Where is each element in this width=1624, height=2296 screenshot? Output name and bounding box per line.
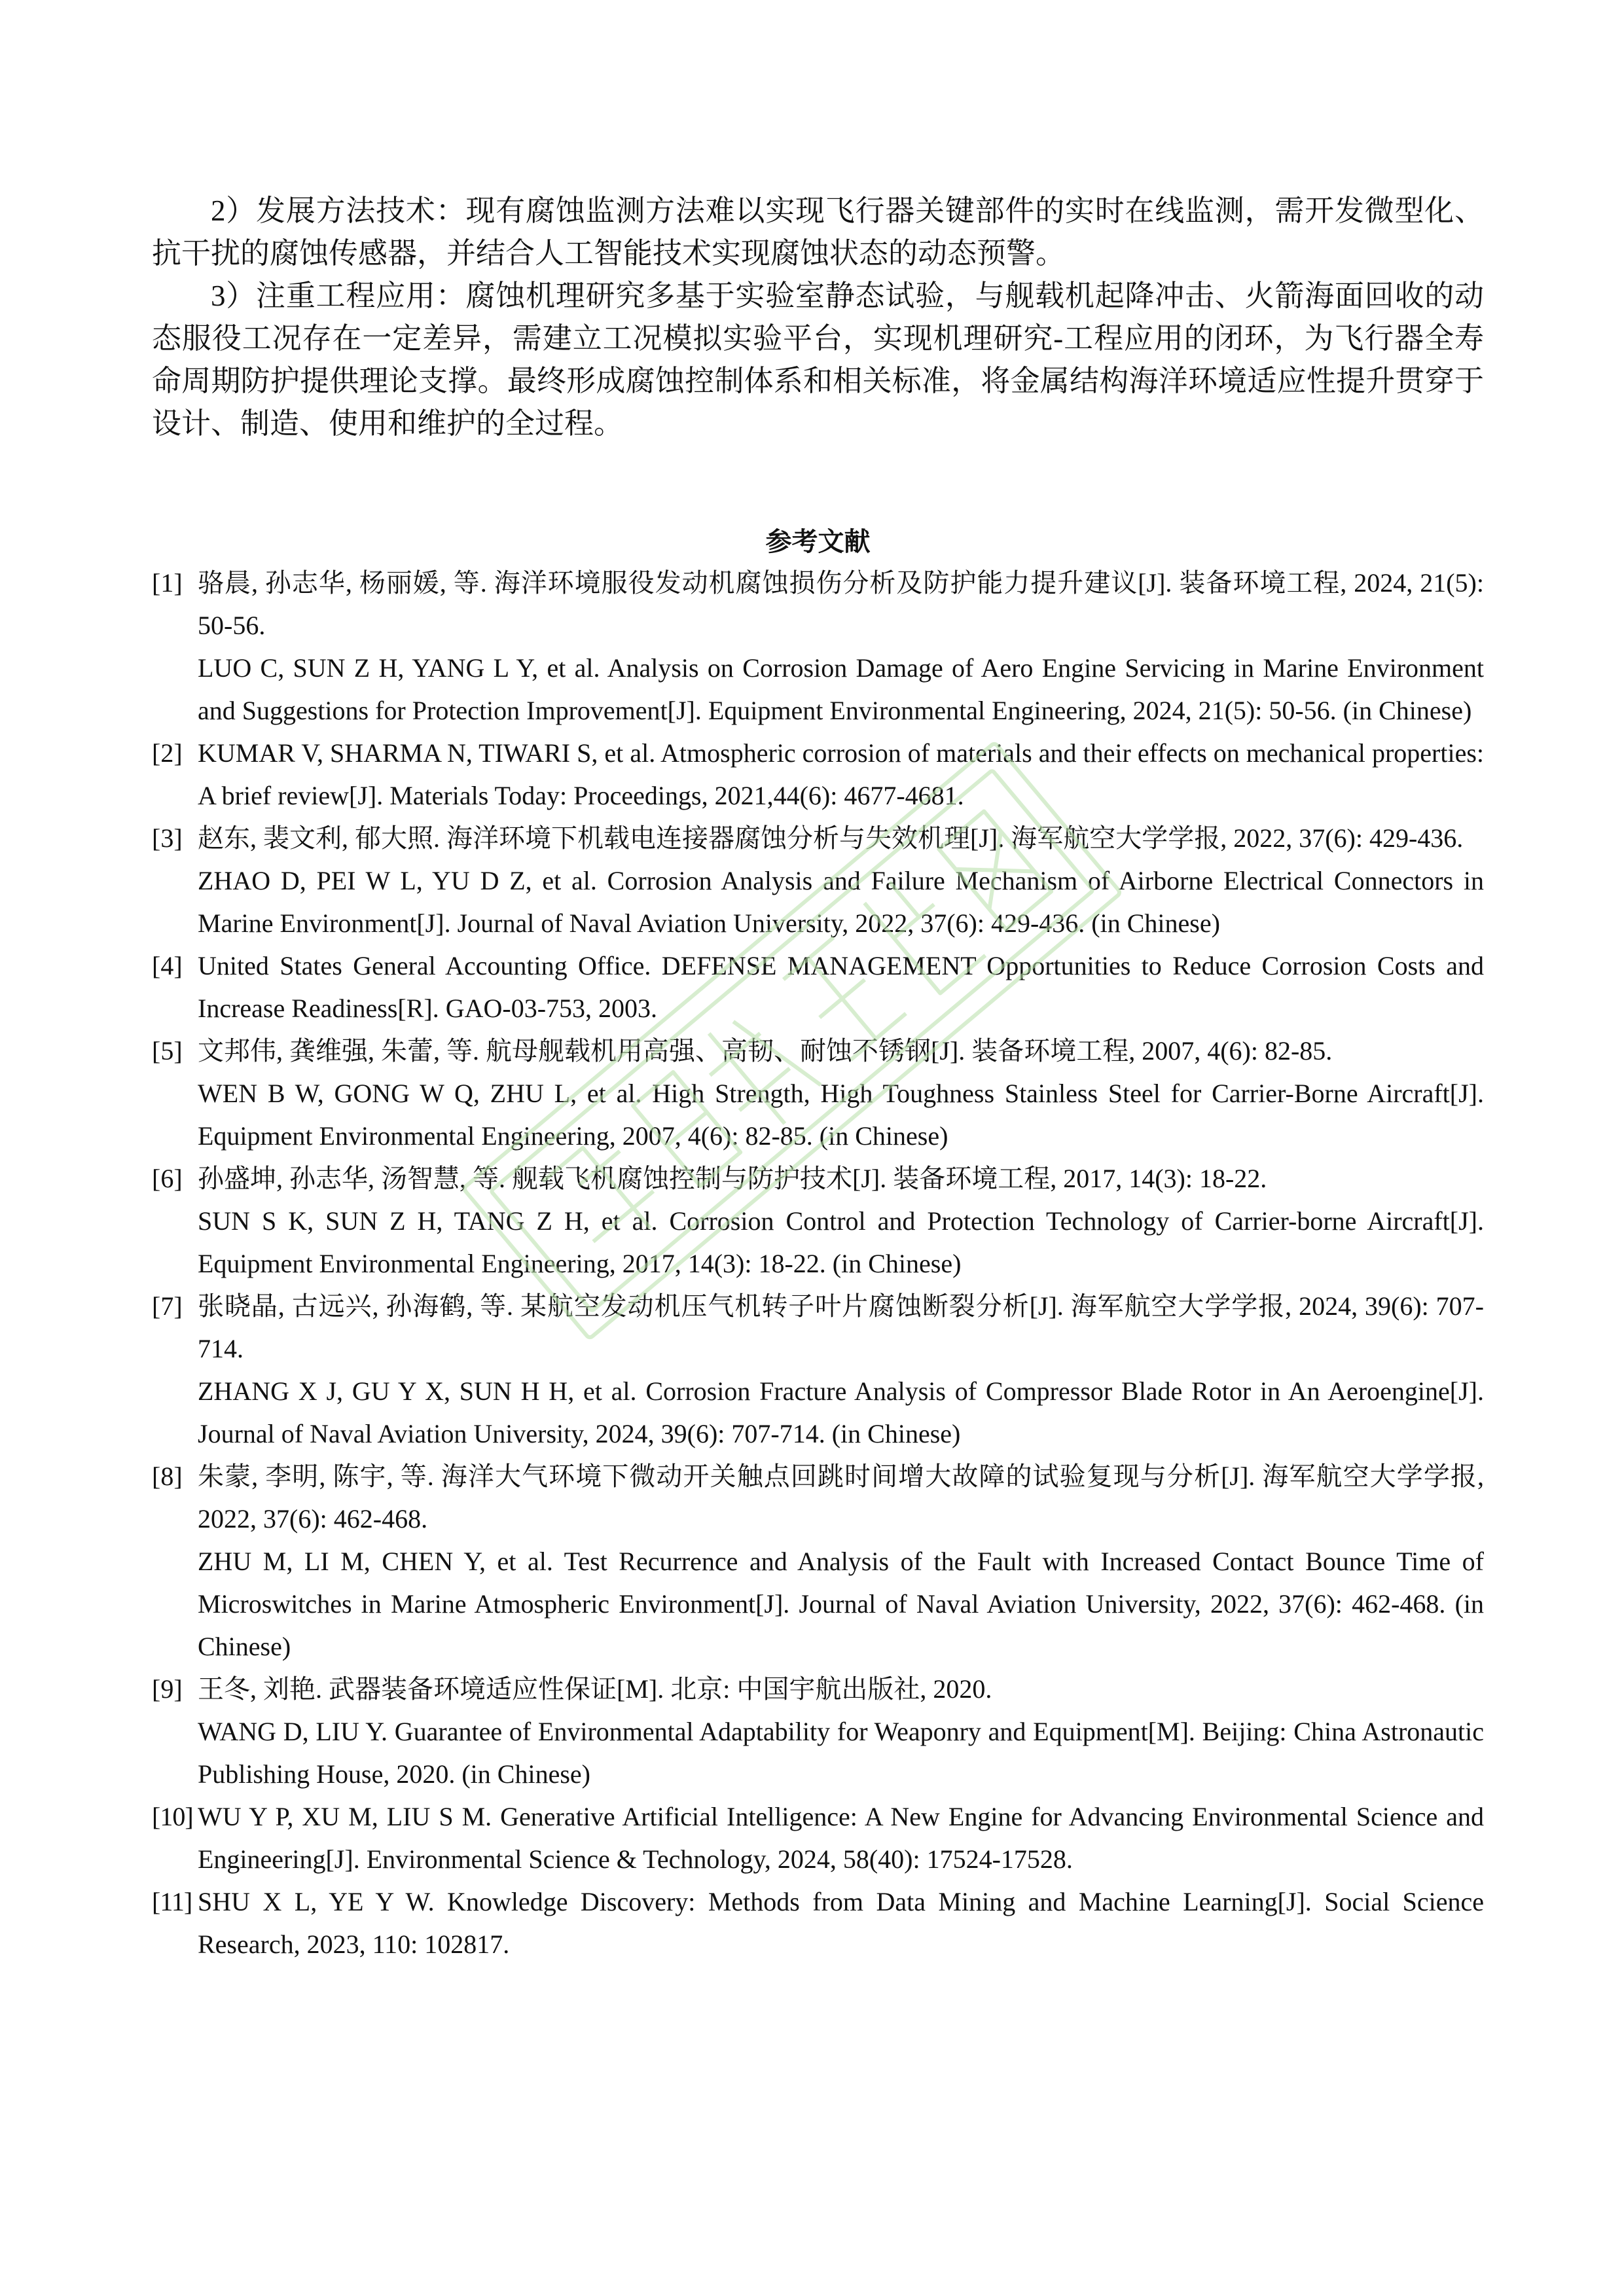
- reference-item-3: [152, 817, 1484, 944]
- reference-text-en: SUN S K, SUN Z H, TANG Z H, et al. Corrosion Control and Protection Technology of Carrier-borne Aircraft[J]. Equipment Environmental Engineering, 2017, 14(3): 18-22. (in Chinese): [198, 1206, 1484, 1278]
- reference-text-en: LUO C, SUN Z H, YANG L Y, et al. Analysis on Corrosion Damage of Aero Engine Servicing in Marine Environment and Suggestions for Protection Improvement[J]. Equipment Environmental Engineering, 2024, 21(5): 50-56. (in Chinese): [198, 653, 1484, 725]
- reference-number: [2]: [152, 738, 183, 768]
- reference-text-zh: 王冬, 刘艳. 武器装备环境适应性保证[M]. 北京: 中国宇航出版社, 2020.: [198, 1674, 992, 1704]
- reference-text-zh: 赵东, 裴文利, 郁大照. 海洋环境下机载电连接器腐蚀分析与失效机理[J]. 海军航空大学学报, 2022, 37(6): 429-436.: [198, 823, 1464, 853]
- reference-item-6: [152, 1157, 1484, 1285]
- reference-item-2: [152, 732, 1484, 817]
- reference-text-en: WANG D, LIU Y. Guarantee of Environmental Adaptability for Weaponry and Equipment[M]. Beijing: China Astronautic Publishing House, 2020. (in Chinese): [198, 1717, 1484, 1789]
- reference-item-5: [152, 1030, 1484, 1157]
- reference-number: [6]: [152, 1164, 183, 1193]
- reference-item-10: [152, 1795, 1484, 1880]
- reference-text-en: ZHU M, LI M, CHEN Y, et al. Test Recurrence and Analysis of the Fault with Increased Contact Bounce Time of Microswitches in Marine Atmospheric Environment[J]. Journal of Naval Aviation University, 2022, 37(6): 462-468. (in Chinese): [198, 1547, 1484, 1661]
- reference-item-8: [152, 1455, 1484, 1668]
- reference-text-en: ZHAO D, PEI W L, YU D Z, et al. Corrosion Analysis and Failure Mechanism of Airborne Electrical Connectors in Marine Environment[J]. Journal of Naval Aviation University, 2022, 37(6): 429-436. (in Chinese): [198, 866, 1484, 938]
- body-paragraph-2: 2）发展方法技术：现有腐蚀监测方法难以实现飞行器关键部件的实时在线监测，需开发微型化、抗干扰的腐蚀传感器，并结合人工智能技术实现腐蚀状态的动态预警。: [152, 194, 1484, 270]
- reference-text-zh: 文邦伟, 龚维强, 朱蕾, 等. 航母舰载机用高强、高韧、耐蚀不锈钢[J]. 装备环境工程, 2007, 4(6): 82-85.: [198, 1036, 1333, 1066]
- reference-text-en: United States General Accounting Office. DEFENSE MANAGEMENT Opportunities to Reduce Corrosion Costs and Increase Readiness[R]. GAO-03-753, 2003.: [198, 951, 1484, 1023]
- reference-text-zh: 张晓晶, 古远兴, 孙海鹤, 等. 某航空发动机压气机转子叶片腐蚀断裂分析[J]. 海军航空大学学报, 2024, 39(6): 707-714.: [198, 1291, 1484, 1363]
- reference-number: [7]: [152, 1291, 183, 1321]
- page-content: [152, 190, 1484, 1965]
- reference-list: [152, 562, 1484, 1965]
- reference-number: [1]: [152, 568, 183, 598]
- reference-text-en: SHU X L, YE Y W. Knowledge Discovery: Methods from Data Mining and Machine Learning[J]. Social Science Research, 2023, 110: 102817.: [198, 1887, 1484, 1959]
- body-paragraph-3: 3）注重工程应用：腐蚀机理研究多基于实验室静态试验，与舰载机起降冲击、火箭海面回收的动态服役工况存在一定差异，需建立工况模拟实验平台，实现机理研究-工程应用的闭环，为飞行器全寿命周期防护提供理论支撑。最终形成腐蚀控制体系和相关标准，将金属结构海洋环境适应性提升贯穿于设计、制造、使用和维护的全过程。: [152, 279, 1484, 440]
- reference-number: [11]: [152, 1887, 192, 1916]
- reference-item-1: [152, 562, 1484, 732]
- reference-text-en: KUMAR V, SHARMA N, TIWARI S, et al. Atmospheric corrosion of materials and their effects on mechanical properties: A brief review[J]. Materials Today: Proceedings, 2021,44(6): 4677-4681.: [198, 738, 1484, 810]
- reference-text-zh: 孙盛坤, 孙志华, 汤智慧, 等. 舰载飞机腐蚀控制与防护技术[J]. 装备环境工程, 2017, 14(3): 18-22.: [198, 1164, 1267, 1193]
- reference-number: [3]: [152, 823, 183, 853]
- reference-number: [5]: [152, 1036, 183, 1066]
- reference-number: [8]: [152, 1462, 183, 1491]
- reference-text-zh: 朱蒙, 李明, 陈宇, 等. 海洋大气环境下微动开关触点回跳时间增大故障的试验复现与分析[J]. 海军航空大学学报, 2022, 37(6): 462-468.: [198, 1462, 1484, 1534]
- reference-number: [10]: [152, 1802, 193, 1831]
- reference-text-en: ZHANG X J, GU Y X, SUN H H, et al. Corrosion Fracture Analysis of Compressor Blade Rotor in An Aeroengine[J]. Journal of Naval Aviation University, 2024, 39(6): 707-714. (in Chinese): [198, 1376, 1484, 1448]
- reference-text-zh: 骆晨, 孙志华, 杨丽媛, 等. 海洋环境服役发动机腐蚀损伤分析及防护能力提升建议[J]. 装备环境工程, 2024, 21(5): 50-56.: [198, 568, 1484, 640]
- reference-text-en: WU Y P, XU M, LIU S M. Generative Artificial Intelligence: A New Engine for Advancing Environmental Science and Engineering[J]. Environmental Science & Technology, 2024, 58(40): 17524-17528.: [198, 1802, 1484, 1874]
- reference-number: [9]: [152, 1674, 183, 1704]
- reference-item-9: [152, 1668, 1484, 1795]
- references-title: 参考文献: [765, 527, 871, 556]
- reference-item-4: [152, 944, 1484, 1030]
- reference-item-7: [152, 1285, 1484, 1455]
- reference-text-en: WEN B W, GONG W Q, ZHU L, et al. High Strength, High Toughness Stainless Steel for Carrier-Borne Aircraft[J]. Equipment Environmental Engineering, 2007, 4(6): 82-85. (in Chinese): [198, 1079, 1484, 1151]
- reference-number: [4]: [152, 951, 183, 980]
- reference-item-11: [152, 1880, 1484, 1965]
